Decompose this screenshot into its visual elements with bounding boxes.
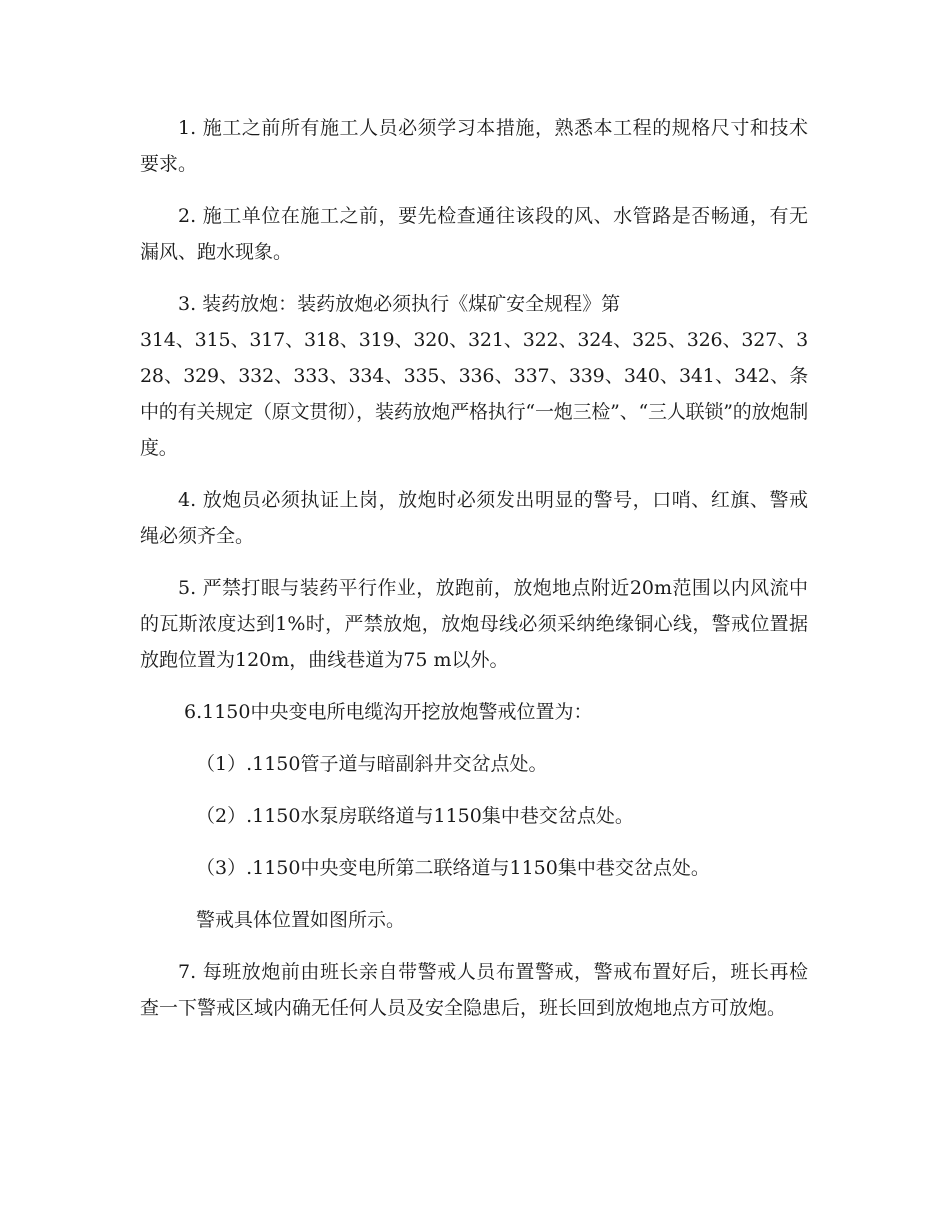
paragraph-1: 1. 施工之前所有施工人员必须学习本措施，熟悉本工程的规格尺寸和技术要求。 [140, 117, 808, 175]
paragraph-7: 7. 每班放炮前由班长亲自带警戒人员布置警戒，警戒布置好后，班长再检查一下警戒区域内确无任何人员及安全隐患后，班长回到放炮地点方可放炮。 [140, 961, 808, 1019]
paragraph-2: 2. 施工单位在施工之前，要先检查通往该段的风、水管路是否畅通，有无漏风、跑水现象。 [140, 205, 808, 263]
sub-item-2: （2）.1150水泵房联络道与1150集中巷交岔点处。 [196, 805, 634, 827]
figure-note: 警戒具体位置如图所示。 [196, 909, 406, 931]
sub-item-3: （3）.1150中央变电所第二联络道与1150集中巷交岔点处。 [196, 857, 710, 879]
paragraph-4: 4. 放炮员必须执证上岗，放炮时必须发出明显的警号，口哨、红旗、警戒绳必须齐全。 [140, 489, 808, 547]
document-body [140, 110, 808, 1042]
paragraph-3-articles: 314、315、317、318、319、320、321、322、324、325、326、327、328、329、332、333、334、335、336、337、339、340、341、342、条中的有关规定（原文贯彻），装药放炮严格执行“一炮三检”、“三人联锁”的放炮制度。 [140, 329, 808, 459]
paragraph-6: 6.1150中央变电所电缆沟开挖放炮警戒位置为： [184, 701, 593, 723]
paragraph-3-intro: 3. 装药放炮：装药放炮必须执行《煤矿安全规程》第 [178, 293, 621, 315]
paragraph-5: 5. 严禁打眼与装药平行作业，放跑前，放炮地点附近20m范围以内风流中的瓦斯浓度达到1%时，严禁放炮，放炮母线必须采纳绝缘铜心线，警戒位置据放跑位置为120m，曲线巷道为75 m以外。 [140, 577, 808, 671]
sub-item-1: （1）.1150管子道与暗副斜井交岔点处。 [196, 753, 548, 775]
